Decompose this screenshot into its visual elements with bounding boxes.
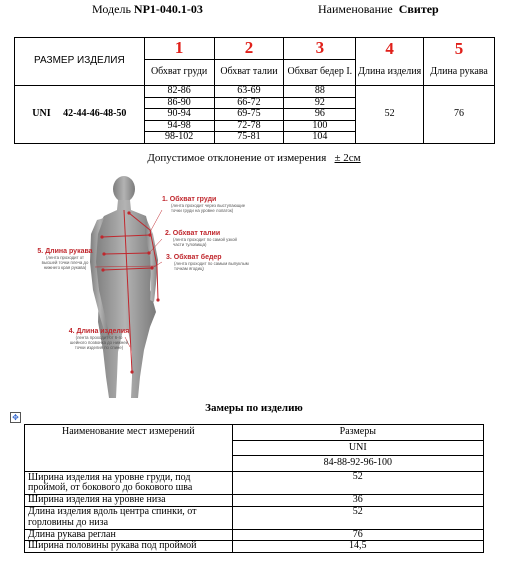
body-silhouette <box>90 176 158 398</box>
measure-row-name: Длина рукава реглан <box>25 529 233 541</box>
model-header <box>92 2 203 17</box>
annotation-waist: 2. Обхват талии (лента проходит по самой узкой части туловища) <box>165 230 237 247</box>
col-header-hips: Обхват бедер I. <box>284 60 356 86</box>
measure-row-name: Ширина изделия на уровне низа <box>25 495 233 507</box>
size-name: UNI <box>232 440 483 456</box>
col-header-name: Наименование мест измерений <box>25 425 233 472</box>
measure-row-name: Длина изделия вдоль центра спинки, от горловины до низа <box>25 506 233 529</box>
chest-value: 94-98 <box>144 120 214 132</box>
model-label: Модель <box>92 2 131 16</box>
col-header-sleeve: Длина рукава <box>424 60 495 86</box>
waist-value: 75-81 <box>214 132 284 144</box>
chest-value: 98-102 <box>144 132 214 144</box>
hips-value: 88 <box>284 86 356 98</box>
col-header-chest: Обхват груди <box>144 60 214 86</box>
move-anchor-icon[interactable]: ✥ <box>10 412 21 423</box>
size-range: 84-88-92-96-100 <box>232 456 483 472</box>
measure-row-name: Ширина половины рукава под проймой <box>25 541 233 553</box>
col-number-5: 5 <box>424 38 495 60</box>
size-table <box>14 37 495 144</box>
measure-row-value: 76 <box>232 529 483 541</box>
annotation-length: 4. Длина изделия (лента проходит от 6-го шейного позвонка до нижней точки изделия по спине) <box>68 328 130 350</box>
tolerance-note <box>0 152 508 164</box>
col-number-4: 4 <box>356 38 424 60</box>
measure-row-value: 52 <box>232 472 483 495</box>
col-number-3: 3 <box>284 38 356 60</box>
size-label: РАЗМЕР ИЗДЕЛИЯ <box>15 38 145 86</box>
measure-row-value: 14,5 <box>232 541 483 553</box>
tolerance-value: ± 2см <box>334 152 361 164</box>
name-header <box>318 2 439 17</box>
model-value: NP1-040.1-03 <box>133 2 203 16</box>
annotation-hips: 3. Обхват бедер (лента проходит по самым выпуклым точкам ягодиц) <box>166 254 249 271</box>
measure-row-name: Ширина изделия на уровне груди, под проймой, от бокового до бокового шва <box>25 472 233 495</box>
measure-row-value: 52 <box>232 506 483 529</box>
chest-leader <box>150 210 162 232</box>
col-number-2: 2 <box>214 38 284 60</box>
measurements-table <box>24 424 484 553</box>
waist-value: 72-78 <box>214 120 284 132</box>
hips-value: 104 <box>284 132 356 144</box>
tolerance-text: Допустимое отклонение от измерения <box>147 152 327 164</box>
annotation-sleeve: 5. Длина рукава (лента проходит от высшей точки плеча до нижнего края рукава) <box>37 248 93 270</box>
measurement-figure <box>0 172 400 402</box>
hips-value: 100 <box>284 120 356 132</box>
waist-value: 69-75 <box>214 109 284 121</box>
col-header-length: Длина изделия <box>356 60 424 86</box>
size-name: UNI <box>32 108 51 119</box>
name-value: Свитер <box>398 2 439 16</box>
length-value: 52 <box>356 86 424 144</box>
size-cell <box>15 86 145 144</box>
waist-value: 66-72 <box>214 97 284 109</box>
col-header-sizes: Размеры <box>232 425 483 441</box>
col-number-1: 1 <box>144 38 214 60</box>
name-label: Наименование <box>318 2 393 16</box>
chest-value: 82-86 <box>144 86 214 98</box>
size-range: 42-44-46-48-50 <box>63 108 127 119</box>
sleeve-value: 76 <box>424 86 495 144</box>
chest-value: 90-94 <box>144 109 214 121</box>
annotation-chest: 1. Обхват груди (лента проходит через выступающие точки груди на уровне лопаток) <box>162 196 246 213</box>
waist-value: 63-69 <box>214 86 284 98</box>
col-header-waist: Обхват талии <box>214 60 284 86</box>
measure-row-value: 36 <box>232 495 483 507</box>
hips-value: 96 <box>284 109 356 121</box>
measurements-title: Замеры по изделию <box>205 402 303 414</box>
hips-value: 92 <box>284 97 356 109</box>
chest-value: 86-90 <box>144 97 214 109</box>
